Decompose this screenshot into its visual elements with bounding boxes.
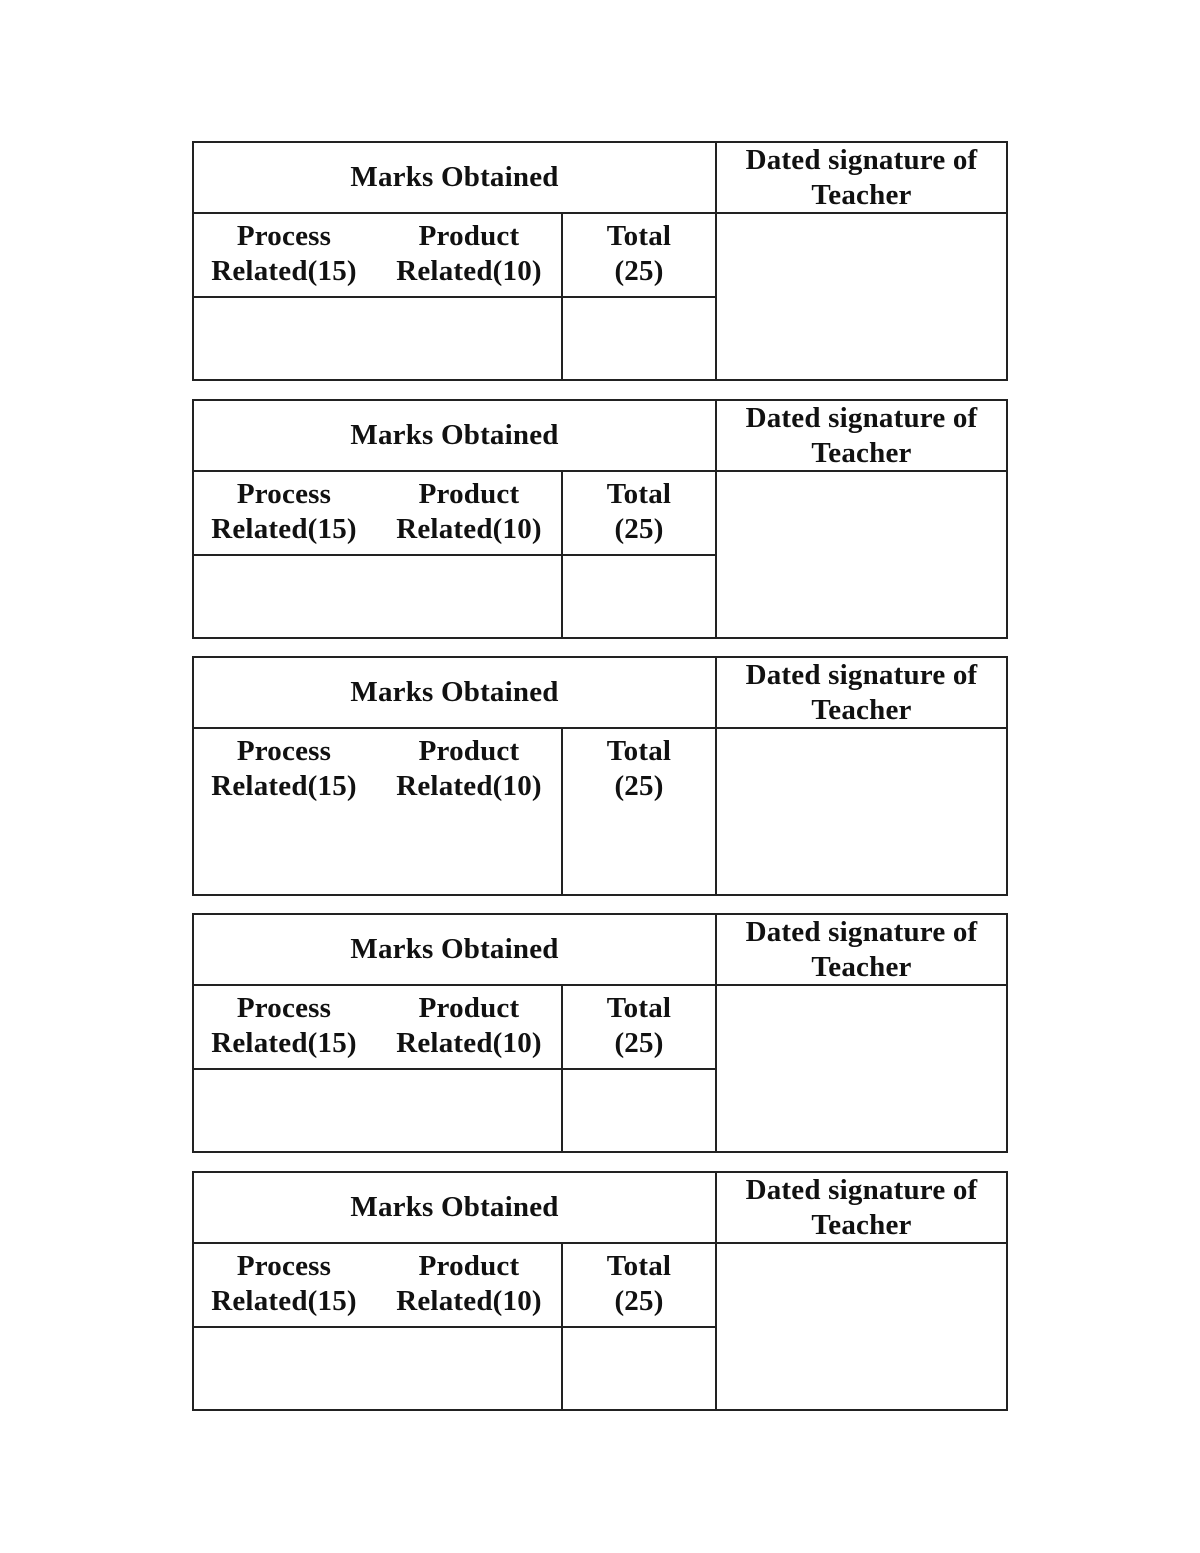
total-entry-cell[interactable]	[563, 1328, 715, 1409]
teacher-signature-cell[interactable]	[717, 986, 1006, 1151]
process-related-header-text	[211, 219, 357, 289]
total-header-line: Total	[606, 735, 672, 767]
table-border-bottom	[192, 1151, 1008, 1153]
product-related-header-line: Product	[418, 735, 520, 767]
signature-header-line: Teacher	[811, 1208, 912, 1241]
marks-entry-cell[interactable]	[194, 298, 561, 379]
signature-header	[717, 658, 1006, 727]
product-related-header-line: Related(10)	[396, 770, 542, 802]
total-header	[563, 986, 715, 1066]
product-related-header-text	[396, 1249, 542, 1319]
total-header-line: Total	[606, 220, 672, 252]
process-related-header-text	[211, 734, 357, 804]
product-related-header-line: Related(10)	[396, 1027, 542, 1059]
total-header-line: (25)	[614, 255, 664, 287]
process-related-header-line: Related(15)	[211, 770, 357, 802]
table-border-right	[1006, 656, 1008, 896]
total-entry-cell[interactable]	[563, 813, 715, 894]
table-border-right	[1006, 399, 1008, 639]
total-header	[563, 214, 715, 294]
product-related-header	[378, 729, 560, 809]
marks-obtained-header	[194, 401, 715, 470]
signature-header-text	[746, 401, 978, 471]
signature-header-text	[746, 143, 978, 213]
table-border-right	[1006, 1171, 1008, 1411]
marks-entry-cell[interactable]	[194, 556, 561, 637]
signature-header-line: Dated signature of	[745, 401, 978, 434]
total-header-text	[607, 991, 671, 1061]
table-border-bottom	[192, 637, 1008, 639]
signature-header	[717, 143, 1006, 212]
process-related-header	[194, 986, 374, 1066]
signature-header-text	[746, 658, 978, 728]
signature-header	[717, 401, 1006, 470]
process-related-header	[194, 472, 374, 552]
total-header-line: Total	[606, 1250, 672, 1282]
total-header	[563, 729, 715, 809]
process-related-header-line: Process	[236, 220, 332, 252]
table-border-bottom	[192, 1409, 1008, 1411]
signature-header-line: Teacher	[811, 693, 912, 726]
total-header-line: (25)	[614, 513, 664, 545]
signature-header-line: Teacher	[811, 436, 912, 469]
total-header	[563, 472, 715, 552]
product-related-header-line: Product	[418, 1250, 520, 1282]
table-border-right	[1006, 913, 1008, 1153]
marks-entry-cell[interactable]	[194, 813, 561, 894]
process-related-header-text	[211, 477, 357, 547]
total-entry-cell[interactable]	[563, 298, 715, 379]
total-header-line: Total	[606, 478, 672, 510]
teacher-signature-cell[interactable]	[717, 1244, 1006, 1409]
signature-header	[717, 915, 1006, 984]
marks-obtained-header-text: Marks Obtained	[350, 419, 559, 451]
marks-entry-cell[interactable]	[194, 1070, 561, 1151]
marks-entry-cell[interactable]	[194, 1328, 561, 1409]
teacher-signature-cell[interactable]	[717, 214, 1006, 379]
process-related-header-line: Related(15)	[211, 1285, 357, 1317]
marks-table	[192, 399, 1008, 639]
total-header-text	[607, 734, 671, 804]
marks-obtained-header-text: Marks Obtained	[350, 933, 559, 965]
total-header-line: (25)	[614, 770, 664, 802]
marks-obtained-header	[194, 915, 715, 984]
total-header-line: Total	[606, 992, 672, 1024]
product-related-header-line: Related(10)	[396, 255, 542, 287]
process-related-header-line: Process	[236, 478, 332, 510]
teacher-signature-cell[interactable]	[717, 729, 1006, 894]
product-related-header-line: Product	[418, 220, 520, 252]
total-entry-cell[interactable]	[563, 556, 715, 637]
product-related-header-line: Product	[418, 478, 520, 510]
product-related-header-line: Related(10)	[396, 1285, 542, 1317]
total-header-line: (25)	[614, 1285, 664, 1317]
signature-header-line: Dated signature of	[745, 143, 978, 176]
product-related-header	[378, 986, 560, 1066]
process-related-header-line: Related(15)	[211, 255, 357, 287]
signature-header-line: Teacher	[811, 950, 912, 983]
product-related-header	[378, 472, 560, 552]
signature-header-line: Dated signature of	[745, 1173, 978, 1206]
signature-header	[717, 1173, 1006, 1242]
signature-header-text	[746, 1173, 978, 1243]
marks-obtained-header-text: Marks Obtained	[350, 676, 559, 708]
process-related-header	[194, 729, 374, 809]
marks-table	[192, 656, 1008, 896]
process-related-header	[194, 214, 374, 294]
process-related-header-line: Process	[236, 1250, 332, 1282]
marks-obtained-header	[194, 1173, 715, 1242]
process-related-header-line: Process	[236, 735, 332, 767]
total-header-text	[607, 1249, 671, 1319]
teacher-signature-cell[interactable]	[717, 472, 1006, 637]
total-header-line: (25)	[614, 1027, 664, 1059]
process-related-header	[194, 1244, 374, 1324]
marks-obtained-header	[194, 143, 715, 212]
product-related-header-text	[396, 477, 542, 547]
marks-table	[192, 141, 1008, 381]
product-related-header-line: Product	[418, 992, 520, 1024]
signature-header-line: Dated signature of	[745, 915, 978, 948]
marks-table	[192, 1171, 1008, 1411]
marks-obtained-header-text: Marks Obtained	[350, 1191, 559, 1223]
process-related-header-line: Related(15)	[211, 513, 357, 545]
process-related-header-line: Related(15)	[211, 1027, 357, 1059]
process-related-header-text	[211, 1249, 357, 1319]
product-related-header-text	[396, 991, 542, 1061]
signature-header-line: Teacher	[811, 178, 912, 211]
total-header-text	[607, 219, 671, 289]
total-header-text	[607, 477, 671, 547]
table-border-bottom	[192, 379, 1008, 381]
total-entry-cell[interactable]	[563, 1070, 715, 1151]
product-related-header	[378, 214, 560, 294]
signature-header-text	[746, 915, 978, 985]
marks-obtained-header-text: Marks Obtained	[350, 161, 559, 193]
table-border-bottom	[192, 894, 1008, 896]
process-related-header-line: Process	[236, 992, 332, 1024]
table-border-right	[1006, 141, 1008, 381]
signature-header-line: Dated signature of	[745, 658, 978, 691]
marks-table	[192, 913, 1008, 1153]
product-related-header	[378, 1244, 560, 1324]
product-related-header-line: Related(10)	[396, 513, 542, 545]
product-related-header-text	[396, 219, 542, 289]
product-related-header-text	[396, 734, 542, 804]
marks-obtained-header	[194, 658, 715, 727]
process-related-header-text	[211, 991, 357, 1061]
total-header	[563, 1244, 715, 1324]
